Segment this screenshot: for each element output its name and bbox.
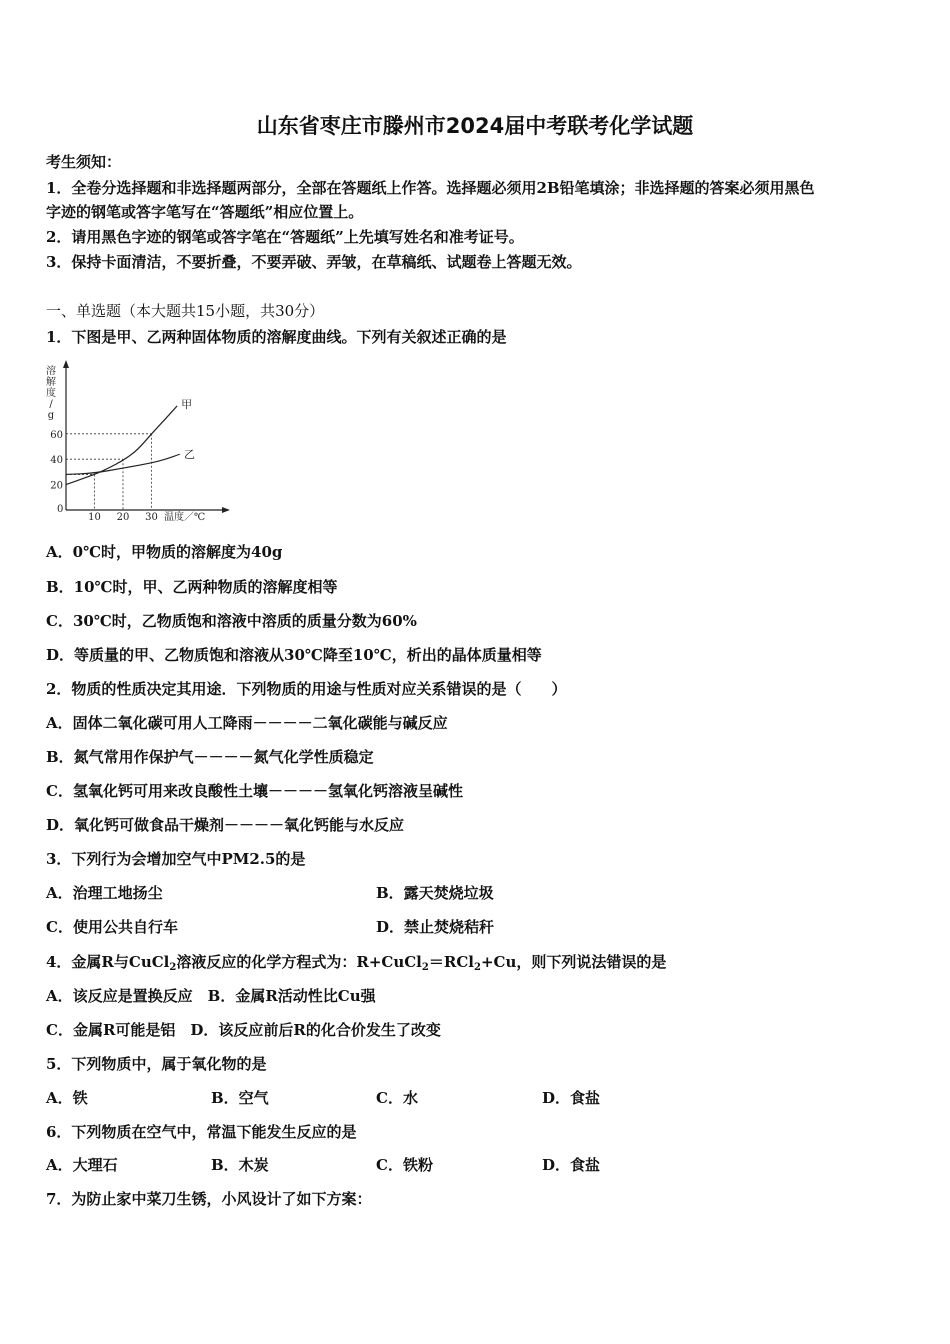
y-axis-label — [46, 364, 56, 421]
q1-stem: 1．下图是甲、乙两种固体物质的溶解度曲线。下列有关叙述正确的是 — [46, 328, 507, 346]
q1-option-d: D．等质量的甲、乙物质饱和溶液从30℃降至10℃，析出的晶体质量相等 — [46, 646, 542, 664]
x-tick-label: 20 — [116, 512, 130, 523]
q4-stem-part-c: ＝RCl — [428, 953, 474, 971]
q2-stem: 2．物质的性质决定其用途．下列物质的用途与性质对应关系错误的是（ ） — [46, 680, 567, 698]
x-axis-arrow — [222, 507, 230, 513]
q2-option-b: B．氮气常用作保护气－－－－氮气化学性质稳定 — [46, 748, 374, 766]
y-axis-label-char: g — [47, 410, 55, 421]
q4-option-cd: C．金属R可能是铝 D．该反应前后R的化合价发生了改变 — [46, 1021, 441, 1039]
q6-stem: 6．下列物质在空气中，常温下能发生反应的是 — [46, 1123, 357, 1141]
notice-item-2: 2．请用黑色字迹的钢笔或答字笔在“答题纸”上先填写姓名和准考证号。 — [46, 228, 524, 246]
q3-option-d: D．禁止焚烧秸秆 — [376, 918, 495, 936]
y-axis-label-char: 解 — [46, 377, 56, 388]
q3-stem: 3．下列行为会增加空气中PM2.5的是 — [46, 850, 306, 868]
notice-heading: 考生须知： — [46, 153, 122, 171]
q6-option-a: A．大理石 — [46, 1156, 118, 1174]
q4-stem — [46, 952, 666, 978]
y-tick-label: 40 — [50, 455, 63, 467]
q1-option-a: A．0℃时，甲物质的溶解度为40g — [46, 543, 283, 561]
y-axis-arrow — [63, 360, 69, 368]
series-label-jia: 甲 — [181, 397, 193, 411]
q2-option-d: D．氧化钙可做食品干燥剂－－－－氧化钙能与水反应 — [46, 816, 405, 834]
q5-stem: 5．下列物质中，属于氧化物的是 — [46, 1055, 267, 1073]
y-axis-label-char: / — [49, 399, 53, 410]
notice-item-3: 3．保持卡面清洁，不要折叠，不要弄破、弄皱，在草稿纸、试题卷上答题无效。 — [46, 253, 582, 271]
q5-option-a: A．铁 — [46, 1089, 88, 1107]
q6-option-b: B．木炭 — [211, 1156, 269, 1174]
x-tick-label: 30 — [145, 512, 158, 523]
q4-stem-part-b: 溶液反应的化学方程式为：R+CuCl — [176, 953, 422, 971]
solubility-chart — [40, 360, 240, 530]
q1-option-c: C．30℃时，乙物质饱和溶液中溶质的质量分数为60% — [46, 612, 417, 630]
exam-title: 山东省枣庄市滕州市2024届中考联考化学试题 — [256, 114, 694, 138]
q6-option-c: C．铁粉 — [376, 1156, 433, 1174]
q5-option-c: C．水 — [376, 1089, 418, 1107]
section-heading: 一、单选题（本大题共15小题，共30分） — [46, 302, 325, 320]
q4-subscript-1: 2 — [169, 962, 177, 973]
y-axis-label-char: 溶 — [46, 366, 56, 377]
q6-option-d: D．食盐 — [542, 1156, 601, 1174]
q2-option-c: C．氢氧化钙可用来改良酸性土壤－－－－氢氧化钙溶液呈碱性 — [46, 782, 463, 800]
origin-label: 0 — [57, 504, 64, 515]
q3-option-c: C．使用公共自行车 — [46, 918, 178, 936]
y-axis-label-char: 度 — [46, 388, 56, 399]
q5-option-d: D．食盐 — [542, 1089, 601, 1107]
q2-option-a: A．固体二氧化碳可用人工降雨－－－－二氧化碳能与碱反应 — [46, 714, 448, 732]
x-axis-label: 温度／℃ — [164, 512, 206, 523]
q3-option-a: A．治理工地扬尘 — [46, 884, 163, 902]
series-line-jia — [66, 406, 177, 485]
y-tick-label: 20 — [50, 480, 63, 492]
q1-option-b: B．10℃时，甲、乙两种物质的溶解度相等 — [46, 578, 338, 596]
q4-subscript-3: 2 — [473, 962, 481, 973]
q4-subscript-2: 2 — [421, 962, 429, 973]
q4-stem-part-a: 4．金属R与CuCl — [46, 953, 170, 971]
q3-option-b: B．露天焚烧垃圾 — [376, 884, 494, 902]
q4-option-ab: A．该反应是置换反应 B．金属R活动性比Cu强 — [46, 987, 376, 1005]
notice-item-1-cont: 字迹的钢笔或答字笔写在“答题纸”相应位置上。 — [46, 203, 364, 221]
y-tick-label: 60 — [50, 429, 63, 441]
q4-stem-part-d: +Cu，则下列说法错误的是 — [480, 953, 667, 971]
q7-stem: 7．为防止家中菜刀生锈，小风设计了如下方案： — [46, 1190, 372, 1208]
q5-option-b: B．空气 — [211, 1089, 269, 1107]
x-tick-label: 10 — [88, 512, 101, 523]
notice-item-1: 1．全卷分选择题和非选择题两部分，全部在答题纸上作答。选择题必须用2B铅笔填涂；非选择题的答案必须用黑色 — [46, 179, 815, 197]
series-label-yi: 乙 — [184, 448, 195, 462]
